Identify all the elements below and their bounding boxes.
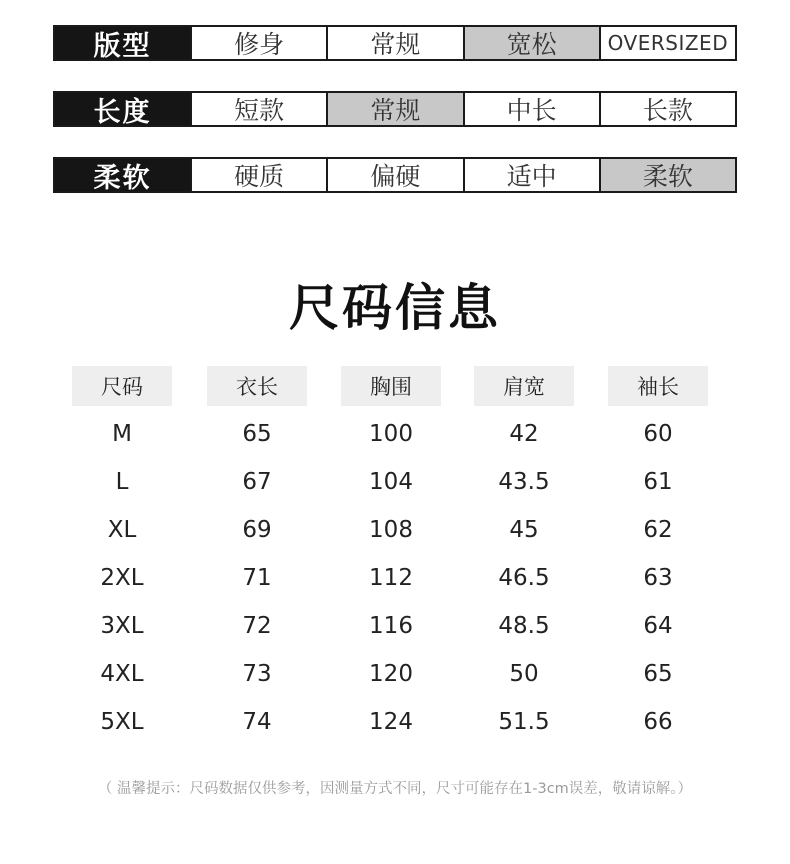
- table-cell: 108: [369, 517, 413, 543]
- softness-label: 柔软: [55, 159, 192, 191]
- size-info-title: 尺码信息: [289, 279, 501, 337]
- header-size: 尺码: [72, 366, 172, 406]
- softness-option-moderate: 适中: [465, 159, 601, 191]
- fit-option-regular: 常规: [328, 27, 464, 59]
- header-sleeve: 袖长: [608, 366, 708, 406]
- table-cell: 73: [242, 661, 272, 687]
- table-cell: 72: [242, 613, 272, 639]
- table-cell: 66: [643, 709, 673, 735]
- table-cell: 67: [242, 469, 272, 495]
- table-cell: 65: [242, 421, 272, 447]
- table-cell: 3XL: [100, 613, 144, 639]
- table-cell: 62: [643, 517, 673, 543]
- size-disclaimer-note: （ 温馨提示：尺码数据仅供参考，因测量方式不同，尺寸可能存在1-3cm误差，敬请谅解。）: [97, 781, 693, 797]
- table-cell: 124: [369, 709, 413, 735]
- fit-attribute-row: [53, 25, 737, 61]
- header-length: 衣长: [207, 366, 307, 406]
- length-label: 长度: [55, 93, 192, 125]
- table-cell: L: [115, 469, 129, 495]
- table-cell: 51.5: [498, 709, 550, 735]
- length-option-long: 长款: [601, 93, 735, 125]
- table-cell: 69: [242, 517, 272, 543]
- table-cell: 42: [509, 421, 539, 447]
- table-cell: 61: [643, 469, 673, 495]
- fit-label: 版型: [55, 27, 192, 59]
- table-cell: 100: [369, 421, 413, 447]
- table-cell: 112: [369, 565, 413, 591]
- table-cell: 64: [643, 613, 673, 639]
- fit-option-loose: 宽松: [465, 27, 601, 59]
- table-cell: XL: [107, 517, 137, 543]
- length-option-medium-long: 中长: [465, 93, 601, 125]
- length-attribute-row: [53, 91, 737, 127]
- table-cell: 2XL: [100, 565, 144, 591]
- table-cell: 43.5: [498, 469, 550, 495]
- length-option-regular: 常规: [328, 93, 464, 125]
- table-cell: 74: [242, 709, 272, 735]
- table-cell: 60: [643, 421, 673, 447]
- softness-attribute-row: [53, 157, 737, 193]
- table-cell: 63: [643, 565, 673, 591]
- header-chest: 胸围: [341, 366, 441, 406]
- softness-option-slightly-hard: 偏硬: [328, 159, 464, 191]
- fit-option-oversized: OVERSIZED: [601, 27, 735, 59]
- fit-option-slim: 修身: [192, 27, 328, 59]
- table-cell: 104: [369, 469, 413, 495]
- table-cell: 71: [242, 565, 272, 591]
- table-cell: 5XL: [100, 709, 144, 735]
- table-cell: 4XL: [100, 661, 144, 687]
- table-cell: 48.5: [498, 613, 550, 639]
- table-cell: 65: [643, 661, 673, 687]
- length-option-short: 短款: [192, 93, 328, 125]
- table-cell: 116: [369, 613, 413, 639]
- header-shoulder: 肩宽: [474, 366, 574, 406]
- softness-option-soft: 柔软: [601, 159, 735, 191]
- table-cell: 50: [509, 661, 539, 687]
- table-cell: 120: [369, 661, 413, 687]
- softness-option-hard: 硬质: [192, 159, 328, 191]
- table-cell: 45: [509, 517, 539, 543]
- table-cell: M: [112, 421, 132, 447]
- table-cell: 46.5: [498, 565, 550, 591]
